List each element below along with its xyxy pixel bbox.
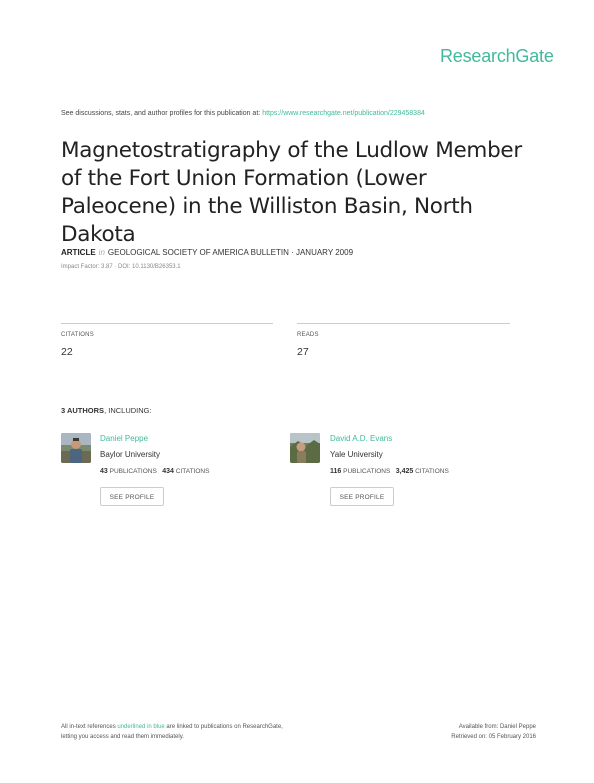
footer-references-note: [61, 722, 283, 742]
author-name-link[interactable]: Daniel Peppe: [100, 434, 149, 443]
author-citations-label: CITATIONS: [415, 468, 449, 475]
see-profile-button[interactable]: SEE PROFILE: [100, 487, 164, 506]
citations-divider: [61, 323, 273, 324]
see-profile-button[interactable]: SEE PROFILE: [330, 487, 394, 506]
footer-availability: [451, 722, 536, 742]
article-type: ARTICLE: [61, 248, 96, 257]
authors-including: , INCLUDING:: [104, 406, 152, 415]
author-name-link[interactable]: David A.D. Evans: [330, 434, 393, 443]
reads-value: 27: [297, 346, 309, 358]
discussion-prefix: See discussions, stats, and author profiles for this publication at:: [61, 110, 261, 117]
retrieved-on: Retrieved on: 05 February 2016: [451, 734, 536, 740]
author-stats: [100, 468, 209, 475]
journal-name: GEOLOGICAL SOCIETY OF AMERICA BULLETIN · JANUARY 2009: [107, 248, 354, 257]
underlined-in-blue-link[interactable]: underlined in blue: [117, 724, 165, 730]
publication-url-link[interactable]: https://www.researchgate.net/publication/229458384: [262, 110, 425, 117]
impact-factor-doi: Impact Factor: 3.87 · DOI: 10.1130/B26353.1: [61, 264, 181, 270]
citations-value: 22: [61, 346, 73, 358]
article-meta: [61, 248, 353, 257]
author-citations-count: 3,425: [395, 468, 414, 475]
citations-label: CITATIONS: [61, 332, 94, 338]
researchgate-logo[interactable]: ResearchGate: [440, 46, 554, 66]
authors-count: 3 AUTHORS: [61, 406, 105, 415]
authors-heading: [61, 406, 152, 415]
available-from: Available from: Daniel Peppe: [458, 724, 536, 730]
in-label: in: [98, 248, 105, 257]
author-avatar-daniel-peppe[interactable]: [61, 433, 91, 463]
author-affiliation: Baylor University: [100, 450, 161, 459]
author-publications-label: PUBLICATIONS: [343, 468, 391, 475]
footer-text: All in-text references: [61, 724, 116, 730]
footer-line-2: letting you access and read them immediately.: [61, 734, 184, 740]
page-title: Magnetostratigraphy of the Ludlow Member of the Fort Union Formation (Lower Paleocene) in the Williston Basin, North Dakota: [61, 138, 522, 247]
reads-divider: [297, 323, 510, 324]
discussion-line: [61, 110, 425, 117]
author-affiliation: Yale University: [330, 450, 383, 459]
author-publications-label: PUBLICATIONS: [109, 468, 157, 475]
author-stats: [330, 468, 449, 475]
footer-text: are linked to publications on ResearchGate,: [166, 724, 283, 730]
reads-label: READS: [297, 332, 319, 338]
author-citations-count: 434: [162, 468, 174, 475]
footer-line-1: [61, 722, 283, 732]
author-avatar-david-evans[interactable]: [290, 433, 320, 463]
author-citations-label: CITATIONS: [175, 468, 210, 475]
author-publications-count: 43: [100, 468, 108, 475]
author-publications-count: 116: [330, 468, 342, 475]
